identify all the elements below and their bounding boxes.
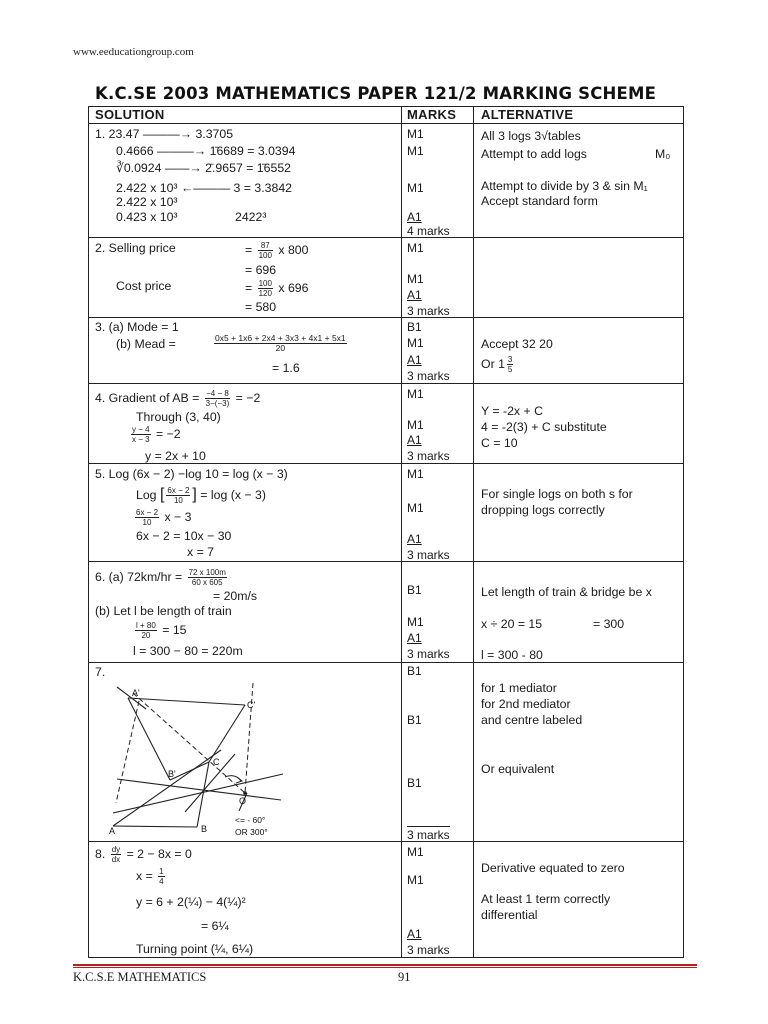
- q2-fraction-2: [258, 279, 273, 298]
- q1-mark-2: M1: [407, 144, 424, 158]
- dashed-perpendicular-left: [116, 701, 139, 803]
- q4-mark-1: M1: [407, 387, 424, 401]
- q6-line-5: l = 300 − 80 = 220m: [133, 644, 243, 658]
- label-a-prime: A': [132, 688, 140, 698]
- q4-total: 3 marks: [407, 449, 450, 463]
- q6-line-4: = 15: [162, 622, 187, 637]
- dashed-a1-o: [133, 693, 245, 793]
- header-solution: SOLUTION: [95, 107, 165, 122]
- q6-alt-1: Let length of train & bridge be x: [481, 585, 652, 599]
- q8-x-den: 4: [159, 877, 164, 886]
- q1-mark-3: M1: [407, 181, 424, 195]
- q1-alt-4: Accept standard form: [481, 194, 598, 208]
- q4-frac1-num: −4 − 8: [206, 389, 229, 398]
- q1-alt-3: Attempt to divide by 3 & sin M₁: [481, 179, 648, 193]
- q3-alt-1: Accept 32 20: [481, 337, 553, 351]
- q8-line-1a: 8.: [95, 846, 106, 861]
- q5-mark-2: M1: [407, 501, 424, 515]
- q6-line-1: 6. (a) 72km/hr =: [95, 569, 183, 584]
- q5-line-1: 5. Log (6x − 2) −log 10 = log (x − 3): [95, 467, 288, 481]
- q6-mark-3: A1: [407, 631, 422, 645]
- q1-line-6b: 2422³: [235, 210, 267, 224]
- q8-line-2-wrap: [136, 867, 167, 886]
- label-c-prime: C': [247, 700, 256, 710]
- row-divider: [89, 123, 683, 124]
- centre-point-o: [243, 791, 247, 795]
- q5-bracket-close: ]: [192, 485, 197, 503]
- q6-line-2: = 20m/s: [213, 589, 258, 603]
- q7-mark-2: B1: [407, 713, 422, 727]
- row-divider: [89, 383, 683, 384]
- q4-alt-1: Y = -2x + C: [481, 404, 543, 418]
- q2-times-1: x 800: [278, 242, 309, 257]
- label-o: O: [239, 796, 247, 806]
- q1-line-6: 0.423 x 10³: [116, 210, 178, 224]
- q2-mark-2: M1: [407, 272, 424, 286]
- q8-alt-1: Derivative equated to zero: [481, 861, 625, 875]
- q6-mark-1: B1: [407, 583, 422, 597]
- q4-line-4: y = 2x + 10: [145, 449, 206, 463]
- q7-alt-3: and centre labeled: [481, 713, 583, 727]
- q7-total: 3 marks: [407, 828, 450, 842]
- q5-frac1-den: 10: [173, 496, 183, 505]
- q2-line-2: = 696: [245, 263, 277, 277]
- q1-line-1: 1. 23.47 ———→ 3.3705: [95, 127, 234, 141]
- q1-line-3: ∛0.0924 ——→ 2̄.9657 = 1̄6552: [116, 161, 291, 175]
- q1-alt-2b: M₀: [655, 147, 671, 161]
- q8-total: 3 marks: [407, 943, 450, 957]
- label-a: A: [109, 826, 116, 836]
- q6-line-4-wrap: [133, 621, 187, 640]
- q1-mark-4: A1: [407, 210, 422, 224]
- q8-mark-1: M1: [407, 845, 424, 859]
- site-url[interactable]: www.eeducationgroup.com: [73, 46, 194, 58]
- row-divider: [89, 237, 683, 238]
- q2-frac1-den: 100: [258, 251, 272, 260]
- q5-total: 3 marks: [407, 548, 450, 562]
- q1-line-4: 2.422 x 10³ ←——— 3 = 3.3842: [116, 181, 293, 195]
- rotation-arrowhead: [236, 777, 242, 783]
- q3-total: 3 marks: [407, 369, 450, 383]
- q6-alt-2b: = 300: [593, 617, 625, 631]
- q3-frac-num: 0x5 + 1x6 + 2x4 + 3x3 + 4x1 + 5x1: [215, 333, 346, 343]
- row-divider: [89, 841, 683, 842]
- q2-frac2-den: 120: [258, 289, 272, 298]
- q5-line-3: x − 3: [164, 509, 192, 524]
- q4-alt-3: C = 10: [481, 436, 518, 450]
- q4-mark-2: M1: [407, 418, 424, 432]
- q2-frac2-num: 100: [258, 279, 272, 288]
- q6-frac1-den: 60 x 605: [191, 578, 223, 587]
- q2-times-2: x 696: [278, 280, 309, 295]
- header-marks: MARKS: [407, 107, 457, 122]
- q5-line-4: 6x − 2 = 10x − 30: [136, 529, 232, 543]
- q7-mark-3: B1: [407, 776, 422, 790]
- q8-line-1-wrap: [95, 845, 192, 864]
- segment-b-c: [197, 762, 209, 827]
- q5-frac2-den: 10: [142, 518, 152, 527]
- q3-alt-fraction: [507, 355, 513, 374]
- q4-frac1-den: 3−(−3): [205, 399, 230, 408]
- q4-line-3: = −2: [156, 426, 181, 441]
- q6-alt-3: l = 300 - 80: [481, 648, 543, 662]
- q4-mark-3: A1: [407, 433, 422, 447]
- q8-line-4: = 6¼: [201, 919, 229, 933]
- document-title: K.C.SE 2003 MATHEMATICS PAPER 121/2 MARKING SCHEME: [95, 84, 657, 103]
- q8-dx: dx: [111, 855, 121, 864]
- q1-line-5: 2.422 x 10³: [116, 195, 178, 209]
- q2-mark-1: M1: [407, 241, 424, 255]
- q8-line-2: x =: [136, 868, 153, 883]
- q2-fraction-1: [258, 241, 273, 260]
- q5-line-3-wrap: [133, 508, 191, 527]
- column-divider: [473, 107, 474, 957]
- mediator-line-2: [113, 774, 283, 813]
- q8-line-3: y = 6 + 2(¼) − 4(¼)²: [136, 895, 246, 909]
- q2-line-1: 2. Selling price: [95, 241, 176, 255]
- q6-frac1-num: 72 x 100m: [188, 568, 226, 577]
- q4-fraction-2: [131, 425, 151, 444]
- column-divider: [401, 107, 402, 957]
- q8-line-1b: = 2 − 8x = 0: [126, 846, 192, 861]
- q5-line-2b: = log (x − 3): [200, 487, 266, 502]
- q3-mark-3: A1: [407, 353, 422, 367]
- q3-alt-2-wrap: [481, 355, 515, 374]
- q6-frac2-den: 20: [141, 631, 151, 640]
- q5-mark-3: A1: [407, 532, 422, 546]
- row-divider: [89, 463, 683, 464]
- q1-line-2: 0.4666 ———→ 1̄6689 = 3.0394: [116, 144, 296, 158]
- segment-a-b: [113, 826, 197, 827]
- q5-line-2a: Log: [136, 487, 157, 502]
- q2-total: 3 marks: [407, 304, 450, 318]
- q4-frac2-num: y − 4: [132, 425, 150, 434]
- footer-title: K.C.S.E MATHEMATICS: [73, 970, 207, 984]
- q2-eq-1: =: [245, 242, 253, 257]
- q3-mean-fraction: [212, 334, 349, 353]
- q8-mark-3: A1: [407, 927, 422, 941]
- q6-fraction-1: [188, 568, 227, 587]
- q4-fraction-1: [205, 389, 231, 408]
- q3-line-1: 3. (a) Mode = 1: [95, 320, 179, 334]
- segment-c1-b1: [209, 705, 245, 762]
- q3-frac-den: 20: [275, 343, 286, 353]
- q5-alt-2: dropping logs correctly: [481, 503, 605, 517]
- q8-mark-2: M1: [407, 873, 424, 887]
- segment-a1-b1: [128, 698, 170, 780]
- q1-mark-1: M1: [407, 127, 424, 141]
- row-divider: [89, 662, 683, 663]
- q4-line-2: Through (3, 40): [136, 410, 221, 424]
- q5-frac2-num: 6x − 2: [136, 508, 159, 517]
- q2-line-3: Cost price: [116, 279, 172, 293]
- page-number: 91: [398, 970, 411, 984]
- q6-frac2-num: l + 80: [136, 621, 156, 630]
- q7-alt-1: for 1 mediator: [481, 681, 557, 695]
- segment-b1-c: [170, 762, 209, 780]
- q7-mark-1: B1: [407, 664, 422, 678]
- q7-alt-2: for 2nd mediator: [481, 697, 571, 711]
- label-c: C: [213, 757, 220, 767]
- q7-line-1: 7.: [95, 665, 106, 679]
- q3-alt-2: Or 1: [481, 356, 505, 371]
- q5-alt-1: For single logs on both s for: [481, 487, 633, 501]
- q6-line-1-wrap: [95, 568, 229, 587]
- q2-mark-3: A1: [407, 288, 422, 302]
- q5-line-2-wrap: [136, 486, 266, 505]
- q3-alt-frac-den: 5: [507, 365, 513, 374]
- q3-mark-1: B1: [407, 320, 422, 334]
- marking-scheme-table: [88, 106, 684, 958]
- q5-bracket-open: [: [159, 485, 165, 503]
- q4-line-1-wrap: [95, 389, 260, 408]
- q8-dy: dy: [111, 845, 121, 854]
- q2-expr-2: [245, 279, 308, 298]
- q8-derivative: [111, 845, 121, 864]
- q6-total: 3 marks: [407, 647, 450, 661]
- q3-fraction: [214, 334, 347, 353]
- q4-line-3-wrap: [129, 425, 181, 444]
- q5-line-5: x = 7: [187, 545, 215, 559]
- q5-fraction-2: [135, 508, 159, 527]
- q8-x-num: 1: [159, 867, 164, 876]
- footer-rule-thin: [73, 967, 697, 968]
- q8-alt-3: differential: [481, 908, 538, 922]
- header-alternative: ALTERNATIVE: [481, 107, 574, 122]
- row-divider: [89, 561, 683, 562]
- q3-line-3: = 1.6: [272, 361, 300, 375]
- q4-alt-2: 4 = -2(3) + C substitute: [481, 420, 607, 434]
- label-b: B: [201, 824, 208, 834]
- q3-alt-frac-num: 3: [507, 355, 513, 364]
- q4-frac2-den: x − 3: [132, 435, 150, 444]
- row-divider: [89, 317, 683, 318]
- mediator-line-3: [185, 754, 235, 812]
- q8-x-fraction: [158, 867, 164, 886]
- q6-alt-2: x ÷ 20 = 15: [481, 617, 543, 631]
- q2-line-4: = 580: [245, 300, 277, 314]
- q2-expr-1: [245, 241, 308, 260]
- q4-line-1b: = −2: [235, 390, 261, 405]
- q3-mark-2: M1: [407, 336, 424, 350]
- segment-a-c: [113, 750, 221, 826]
- q6-fraction-2: [135, 621, 157, 640]
- q6-line-3: (b) Let l be length of train: [95, 604, 232, 618]
- q4-line-1: 4. Gradient of AB =: [95, 390, 200, 405]
- q5-mark-1: M1: [407, 467, 424, 481]
- q5-fraction-1: [166, 486, 190, 505]
- mediator-line-1: [117, 779, 281, 800]
- q2-frac1-num: 87: [258, 241, 273, 251]
- label-b-prime: B': [168, 769, 176, 779]
- label-angle-1: <= - 60°: [235, 815, 266, 825]
- q1-total: 4 marks: [407, 224, 450, 238]
- q3-line-2: (b) Mead =: [116, 337, 176, 351]
- q8-alt-2: At least 1 term correctly: [481, 892, 611, 906]
- rotation-construction-diagram: [109, 673, 293, 837]
- q2-eq-2: =: [245, 280, 253, 295]
- q8-line-5: Turning point (¼, 6¼): [136, 942, 254, 956]
- q1-alt-2: Attempt to add logs: [481, 147, 587, 161]
- q5-frac1-num: 6x − 2: [167, 486, 190, 495]
- q7-alt-4: Or equivalent: [481, 762, 555, 776]
- label-angle-2: OR 300°: [235, 827, 268, 837]
- footer-rule: [73, 964, 697, 966]
- q1-alt-1: All 3 logs 3√tables: [481, 129, 581, 143]
- q6-mark-2: M1: [407, 615, 424, 629]
